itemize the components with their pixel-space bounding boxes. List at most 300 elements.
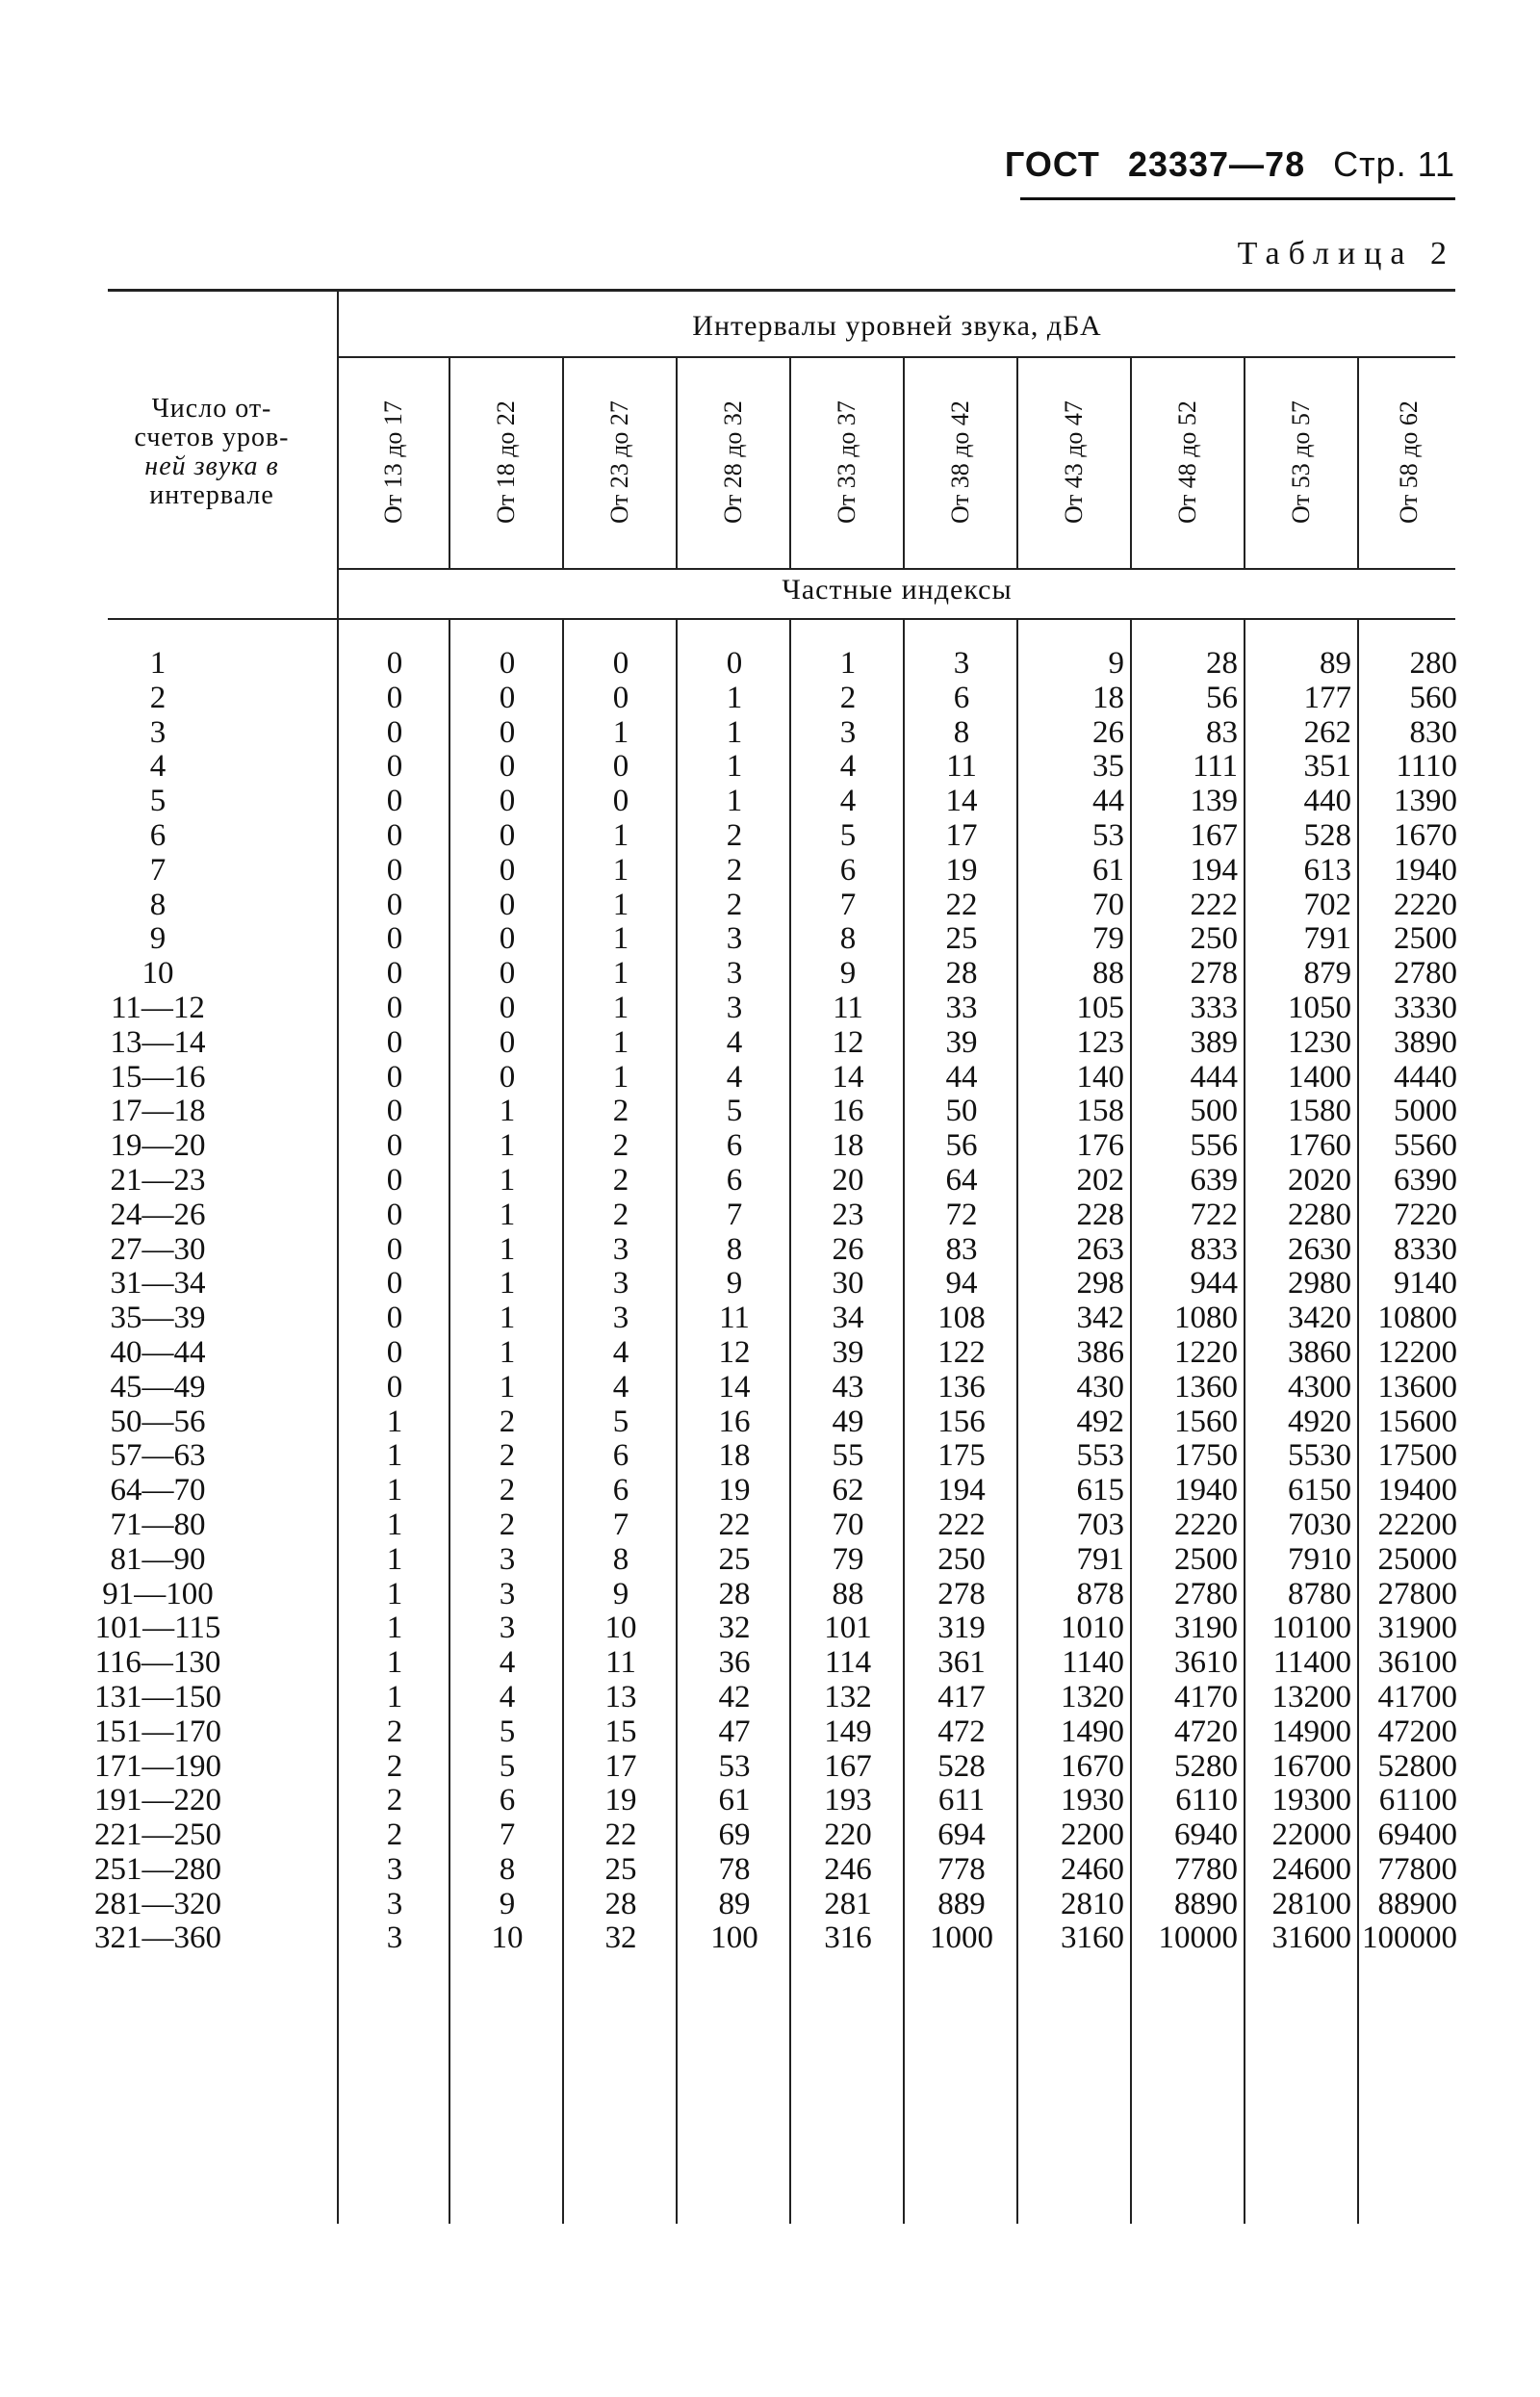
index-cell: 316 bbox=[824, 1921, 872, 1956]
index-cell: 2200 bbox=[1061, 1818, 1124, 1853]
index-cell: 0 bbox=[386, 1095, 403, 1129]
index-cell: 1080 bbox=[1174, 1302, 1238, 1336]
index-cell: 222 bbox=[1190, 888, 1238, 922]
index-cell: 3 bbox=[499, 1611, 516, 1646]
index-cell: 0 bbox=[386, 715, 403, 750]
index-cell: 0 bbox=[499, 785, 516, 819]
index-cell: 39 bbox=[832, 1335, 864, 1370]
index-cell: 3 bbox=[726, 991, 743, 1025]
index-cell: 833 bbox=[1190, 1232, 1238, 1267]
index-cell: 50 bbox=[945, 1095, 978, 1129]
index-cell: 32 bbox=[718, 1611, 751, 1646]
index-cell: 6 bbox=[726, 1129, 743, 1164]
index-cell: 34 bbox=[832, 1302, 864, 1336]
index-cell: 43 bbox=[832, 1370, 864, 1405]
table-row bbox=[0, 1611, 1465, 1646]
index-cell: 1 bbox=[499, 1302, 516, 1336]
index-cell: 2980 bbox=[1288, 1267, 1351, 1302]
index-cell: 88 bbox=[1092, 957, 1124, 992]
index-cell: 0 bbox=[499, 888, 516, 922]
column-header: От 18 до 22 bbox=[492, 400, 520, 524]
index-cell: 10800 bbox=[1377, 1302, 1457, 1336]
index-cell: 0 bbox=[386, 853, 403, 888]
table-row bbox=[0, 1474, 1465, 1508]
index-table bbox=[0, 647, 1465, 1956]
table-row bbox=[0, 1921, 1465, 1956]
index-cell: 47200 bbox=[1377, 1714, 1457, 1749]
index-cell: 0 bbox=[386, 1302, 403, 1336]
index-cell: 5 bbox=[839, 818, 857, 853]
index-cell: 17 bbox=[604, 1749, 637, 1784]
index-cell: 6 bbox=[612, 1474, 629, 1508]
index-cell: 49 bbox=[832, 1405, 864, 1439]
index-cell: 10 bbox=[604, 1611, 637, 1646]
index-cell: 35 bbox=[1092, 750, 1124, 785]
table-row bbox=[0, 889, 1465, 923]
index-cell: 64 bbox=[945, 1163, 978, 1198]
index-cell: 12200 bbox=[1377, 1335, 1457, 1370]
index-cell: 9 bbox=[499, 1887, 516, 1921]
column-header-rule bbox=[339, 568, 1455, 570]
index-cell: 3860 bbox=[1288, 1335, 1351, 1370]
index-cell: 0 bbox=[386, 991, 403, 1025]
index-cell: 472 bbox=[937, 1714, 986, 1749]
index-cell: 2500 bbox=[1174, 1542, 1238, 1577]
index-cell: 1 bbox=[726, 715, 743, 750]
index-cell: 5000 bbox=[1394, 1095, 1457, 1129]
index-cell: 361 bbox=[937, 1646, 986, 1681]
index-cell: 791 bbox=[1076, 1542, 1124, 1577]
index-cell: 19400 bbox=[1377, 1474, 1457, 1508]
index-cell: 8780 bbox=[1288, 1577, 1351, 1611]
index-cell: 44 bbox=[945, 1060, 978, 1095]
index-cell: 1940 bbox=[1174, 1474, 1238, 1508]
index-cell: 1 bbox=[499, 1095, 516, 1129]
index-cell: 36 bbox=[718, 1646, 751, 1681]
index-cell: 0 bbox=[386, 1198, 403, 1232]
row-header-line: интервале bbox=[149, 480, 274, 510]
index-cell: 6 bbox=[612, 1439, 629, 1474]
index-cell: 440 bbox=[1303, 785, 1351, 819]
index-cell: 639 bbox=[1190, 1163, 1238, 1198]
index-cell: 14 bbox=[718, 1370, 751, 1405]
index-cell: 11 bbox=[833, 991, 863, 1025]
index-cell: 611 bbox=[937, 1784, 986, 1818]
index-cell: 56 bbox=[1206, 681, 1238, 715]
table-row bbox=[0, 1853, 1465, 1888]
index-cell: 3190 bbox=[1174, 1611, 1238, 1646]
index-cell: 3 bbox=[726, 957, 743, 992]
index-cell: 386 bbox=[1076, 1335, 1124, 1370]
index-cell: 7910 bbox=[1288, 1542, 1351, 1577]
table-row bbox=[0, 1543, 1465, 1578]
row-header-line: Число от- bbox=[151, 394, 272, 424]
index-cell: 1 bbox=[612, 1025, 629, 1060]
index-cell: 15 bbox=[604, 1714, 637, 1749]
index-cell: 250 bbox=[1190, 922, 1238, 957]
table-row bbox=[0, 1129, 1465, 1164]
table-row bbox=[0, 1267, 1465, 1302]
index-cell: 281 bbox=[824, 1887, 872, 1921]
row-label-cell: 1 bbox=[149, 647, 167, 681]
index-cell: 220 bbox=[824, 1818, 872, 1853]
table-row bbox=[0, 1198, 1465, 1233]
index-cell: 2 bbox=[726, 853, 743, 888]
index-cell: 1 bbox=[612, 957, 629, 992]
index-cell: 0 bbox=[386, 681, 403, 715]
index-cell: 2020 bbox=[1288, 1163, 1351, 1198]
index-cell: 1000 bbox=[930, 1921, 993, 1956]
index-cell: 8 bbox=[839, 922, 857, 957]
table-top-rule bbox=[108, 289, 1455, 292]
index-cell: 3 bbox=[499, 1577, 516, 1611]
index-cell: 19 bbox=[945, 853, 978, 888]
row-label-cell: 31—34 bbox=[110, 1267, 206, 1302]
index-cell: 556 bbox=[1190, 1129, 1238, 1164]
index-cell: 3160 bbox=[1061, 1921, 1124, 1956]
index-cell: 1 bbox=[612, 922, 629, 957]
index-cell: 1760 bbox=[1288, 1129, 1351, 1164]
column-header: От 33 до 37 bbox=[833, 400, 860, 524]
index-cell: 6 bbox=[839, 853, 857, 888]
index-cell: 176 bbox=[1076, 1129, 1124, 1164]
row-label-cell: 191—220 bbox=[94, 1784, 221, 1818]
index-cell: 22 bbox=[604, 1818, 637, 1853]
index-cell: 5 bbox=[499, 1749, 516, 1784]
index-cell: 14 bbox=[945, 785, 978, 819]
index-cell: 0 bbox=[386, 1060, 403, 1095]
subheader-rule bbox=[108, 618, 1455, 620]
index-cell: 8 bbox=[499, 1852, 516, 1887]
index-cell: 13 bbox=[604, 1680, 637, 1714]
index-cell: 5 bbox=[726, 1095, 743, 1129]
row-label-cell: 9 bbox=[149, 922, 167, 957]
index-cell: 6110 bbox=[1175, 1784, 1238, 1818]
index-cell: 1940 bbox=[1394, 853, 1457, 888]
index-cell: 5 bbox=[612, 1405, 629, 1439]
index-cell: 528 bbox=[1303, 818, 1351, 853]
index-cell: 778 bbox=[937, 1852, 986, 1887]
table-row bbox=[0, 785, 1465, 819]
index-cell: 0 bbox=[499, 750, 516, 785]
index-cell: 444 bbox=[1190, 1060, 1238, 1095]
index-cell: 16 bbox=[832, 1095, 864, 1129]
index-cell: 879 bbox=[1303, 957, 1351, 992]
index-cell: 7 bbox=[499, 1818, 516, 1853]
index-cell: 1 bbox=[499, 1129, 516, 1164]
index-cell: 342 bbox=[1076, 1302, 1124, 1336]
index-cell: 19300 bbox=[1271, 1784, 1351, 1818]
index-cell: 4720 bbox=[1174, 1714, 1238, 1749]
index-cell: 78 bbox=[718, 1852, 751, 1887]
index-cell: 156 bbox=[937, 1405, 986, 1439]
index-cell: 1 bbox=[386, 1439, 403, 1474]
index-cell: 1320 bbox=[1061, 1680, 1124, 1714]
index-cell: 2 bbox=[612, 1129, 629, 1164]
index-cell: 23 bbox=[832, 1198, 864, 1232]
column-header: От 58 до 62 bbox=[1395, 400, 1423, 524]
column-divider bbox=[1357, 358, 1359, 570]
index-cell: 105 bbox=[1076, 991, 1124, 1025]
row-label-cell: 281—320 bbox=[94, 1887, 221, 1921]
header-rule bbox=[1020, 197, 1455, 200]
index-cell: 6150 bbox=[1288, 1474, 1351, 1508]
table-row bbox=[0, 1439, 1465, 1474]
index-cell: 2 bbox=[499, 1508, 516, 1542]
row-label-cell: 7 bbox=[149, 853, 167, 888]
index-cell: 1 bbox=[726, 785, 743, 819]
index-cell: 4 bbox=[612, 1370, 629, 1405]
index-cell: 41700 bbox=[1377, 1680, 1457, 1714]
table-row bbox=[0, 1818, 1465, 1853]
row-label-cell: 57—63 bbox=[110, 1439, 206, 1474]
index-cell: 0 bbox=[386, 1025, 403, 1060]
index-cell: 94 bbox=[945, 1267, 978, 1302]
index-cell: 7780 bbox=[1174, 1852, 1238, 1887]
index-cell: 139 bbox=[1190, 785, 1238, 819]
index-cell: 0 bbox=[386, 1370, 403, 1405]
index-cell: 1 bbox=[386, 1680, 403, 1714]
index-cell: 0 bbox=[386, 1232, 403, 1267]
index-cell: 9 bbox=[1108, 647, 1124, 681]
index-cell: 167 bbox=[1190, 818, 1238, 853]
group-header-rule bbox=[339, 356, 1455, 358]
index-cell: 0 bbox=[499, 715, 516, 750]
table-row bbox=[0, 1646, 1465, 1681]
index-cell: 83 bbox=[945, 1232, 978, 1267]
index-cell: 0 bbox=[612, 681, 629, 715]
index-cell: 0 bbox=[386, 888, 403, 922]
index-cell: 8 bbox=[612, 1542, 629, 1577]
page-header bbox=[988, 144, 1455, 185]
index-cell: 263 bbox=[1076, 1232, 1124, 1267]
index-cell: 17500 bbox=[1377, 1439, 1457, 1474]
index-cell: 16700 bbox=[1271, 1749, 1351, 1784]
index-cell: 3420 bbox=[1288, 1302, 1351, 1336]
index-cell: 2 bbox=[386, 1818, 403, 1853]
row-label-cell: 151—170 bbox=[94, 1714, 221, 1749]
index-cell: 79 bbox=[1092, 922, 1124, 957]
index-cell: 528 bbox=[937, 1749, 986, 1784]
index-cell: 56 bbox=[945, 1129, 978, 1164]
index-cell: 3 bbox=[953, 647, 970, 681]
index-cell: 132 bbox=[824, 1680, 872, 1714]
table-row bbox=[0, 922, 1465, 957]
row-label-cell: 321—360 bbox=[94, 1921, 221, 1956]
index-cell: 2630 bbox=[1288, 1232, 1351, 1267]
index-cell: 193 bbox=[824, 1784, 872, 1818]
index-cell: 1 bbox=[499, 1267, 516, 1302]
sub-header: Частные индексы bbox=[782, 574, 1013, 606]
index-cell: 0 bbox=[612, 785, 629, 819]
index-cell: 2780 bbox=[1394, 957, 1457, 992]
table-row bbox=[0, 1681, 1465, 1715]
index-cell: 12 bbox=[718, 1335, 751, 1370]
table-row bbox=[0, 1061, 1465, 1095]
index-cell: 492 bbox=[1076, 1405, 1124, 1439]
index-cell: 250 bbox=[937, 1542, 986, 1577]
index-cell: 0 bbox=[499, 1025, 516, 1060]
index-cell: 1 bbox=[839, 647, 857, 681]
standard-number: 23337—78 bbox=[1127, 144, 1306, 184]
index-cell: 0 bbox=[499, 957, 516, 992]
index-cell: 351 bbox=[1303, 750, 1351, 785]
index-cell: 9 bbox=[726, 1267, 743, 1302]
index-cell: 62 bbox=[832, 1474, 864, 1508]
index-cell: 0 bbox=[499, 818, 516, 853]
column-divider bbox=[449, 358, 450, 570]
index-cell: 6 bbox=[953, 681, 970, 715]
index-cell: 5530 bbox=[1288, 1439, 1351, 1474]
index-cell: 9 bbox=[612, 1577, 629, 1611]
index-cell: 2460 bbox=[1061, 1852, 1124, 1887]
index-cell: 8330 bbox=[1394, 1232, 1457, 1267]
index-cell: 4440 bbox=[1394, 1060, 1457, 1095]
row-label-cell: 81—90 bbox=[110, 1542, 206, 1577]
index-cell: 0 bbox=[612, 647, 629, 681]
index-cell: 7 bbox=[726, 1198, 743, 1232]
index-cell: 4 bbox=[839, 750, 857, 785]
index-cell: 114 bbox=[824, 1646, 872, 1681]
table-row bbox=[0, 992, 1465, 1026]
column-divider bbox=[1016, 358, 1018, 570]
index-cell: 1 bbox=[612, 853, 629, 888]
index-cell: 1750 bbox=[1174, 1439, 1238, 1474]
row-label-cell: 15—16 bbox=[110, 1060, 206, 1095]
index-cell: 18 bbox=[718, 1439, 751, 1474]
index-cell: 14900 bbox=[1271, 1714, 1351, 1749]
index-cell: 25 bbox=[718, 1542, 751, 1577]
index-cell: 1400 bbox=[1288, 1060, 1351, 1095]
index-cell: 615 bbox=[1076, 1474, 1124, 1508]
column-divider bbox=[676, 358, 678, 570]
index-cell: 25000 bbox=[1377, 1542, 1457, 1577]
index-cell: 2810 bbox=[1061, 1887, 1124, 1921]
index-cell: 55 bbox=[832, 1439, 864, 1474]
index-cell: 9 bbox=[839, 957, 857, 992]
index-cell: 61100 bbox=[1378, 1784, 1457, 1818]
index-cell: 0 bbox=[386, 1129, 403, 1164]
index-cell: 298 bbox=[1076, 1267, 1124, 1302]
table-row bbox=[0, 1715, 1465, 1750]
index-cell: 319 bbox=[937, 1611, 986, 1646]
index-cell: 1 bbox=[612, 818, 629, 853]
index-cell: 1580 bbox=[1288, 1095, 1351, 1129]
index-cell: 3330 bbox=[1394, 991, 1457, 1025]
index-cell: 3610 bbox=[1174, 1646, 1238, 1681]
index-cell: 8 bbox=[953, 715, 970, 750]
column-header: От 28 до 32 bbox=[719, 400, 747, 524]
index-cell: 11 bbox=[719, 1302, 750, 1336]
table-row bbox=[0, 1026, 1465, 1061]
row-label-cell: 131—150 bbox=[94, 1680, 221, 1714]
index-cell: 14 bbox=[832, 1060, 864, 1095]
index-cell: 101 bbox=[824, 1611, 872, 1646]
index-cell: 89 bbox=[718, 1887, 751, 1921]
index-cell: 22200 bbox=[1377, 1508, 1457, 1542]
index-cell: 52800 bbox=[1377, 1749, 1457, 1784]
index-cell: 389 bbox=[1190, 1025, 1238, 1060]
row-label-cell: 8 bbox=[149, 888, 167, 922]
index-cell: 0 bbox=[499, 853, 516, 888]
index-cell: 140 bbox=[1076, 1060, 1124, 1095]
index-cell: 4 bbox=[499, 1680, 516, 1714]
index-cell: 26 bbox=[832, 1232, 864, 1267]
table-row bbox=[0, 1095, 1465, 1129]
index-cell: 1 bbox=[612, 991, 629, 1025]
index-cell: 2 bbox=[612, 1163, 629, 1198]
index-cell: 1 bbox=[499, 1335, 516, 1370]
index-cell: 149 bbox=[824, 1714, 872, 1749]
index-cell: 79 bbox=[832, 1542, 864, 1577]
index-cell: 17 bbox=[945, 818, 978, 853]
row-label-cell: 3 bbox=[149, 715, 167, 750]
index-cell: 83 bbox=[1206, 715, 1238, 750]
index-cell: 194 bbox=[1190, 853, 1238, 888]
index-cell: 9140 bbox=[1394, 1267, 1457, 1302]
row-label-cell: 27—30 bbox=[110, 1232, 206, 1267]
index-cell: 2 bbox=[499, 1439, 516, 1474]
column-header: От 13 до 17 bbox=[379, 400, 407, 524]
index-cell: 3 bbox=[612, 1267, 629, 1302]
table-row bbox=[0, 1302, 1465, 1336]
index-cell: 2 bbox=[839, 681, 857, 715]
index-cell: 702 bbox=[1303, 888, 1351, 922]
index-cell: 70 bbox=[832, 1508, 864, 1542]
index-cell: 194 bbox=[937, 1474, 986, 1508]
index-cell: 47 bbox=[718, 1714, 751, 1749]
table-row bbox=[0, 1233, 1465, 1268]
index-cell: 26 bbox=[1092, 715, 1124, 750]
table-row bbox=[0, 1750, 1465, 1785]
index-cell: 0 bbox=[499, 647, 516, 681]
index-cell: 33 bbox=[945, 991, 978, 1025]
index-cell: 6 bbox=[726, 1163, 743, 1198]
table-body bbox=[0, 647, 1465, 1956]
row-label-cell: 64—70 bbox=[110, 1474, 206, 1508]
table-row bbox=[0, 1578, 1465, 1612]
index-cell: 8 bbox=[726, 1232, 743, 1267]
index-cell: 3 bbox=[612, 1302, 629, 1336]
index-cell: 2220 bbox=[1394, 888, 1457, 922]
index-cell: 1 bbox=[386, 1542, 403, 1577]
index-cell: 0 bbox=[386, 922, 403, 957]
index-cell: 1230 bbox=[1288, 1025, 1351, 1060]
index-cell: 0 bbox=[386, 957, 403, 992]
row-header-line: счетов уров- bbox=[134, 423, 290, 452]
index-cell: 24600 bbox=[1271, 1852, 1351, 1887]
index-cell: 830 bbox=[1409, 715, 1457, 750]
index-cell: 77800 bbox=[1377, 1852, 1457, 1887]
index-cell: 3 bbox=[386, 1852, 403, 1887]
index-cell: 333 bbox=[1190, 991, 1238, 1025]
row-label-cell: 116—130 bbox=[94, 1646, 221, 1681]
index-cell: 5280 bbox=[1174, 1749, 1238, 1784]
index-cell: 6 bbox=[499, 1784, 516, 1818]
standard-label: ГОСТ bbox=[1004, 144, 1100, 184]
table-row bbox=[0, 1371, 1465, 1405]
index-cell: 53 bbox=[718, 1749, 751, 1784]
index-cell: 722 bbox=[1190, 1198, 1238, 1232]
index-cell: 703 bbox=[1076, 1508, 1124, 1542]
row-label-cell: 251—280 bbox=[94, 1852, 221, 1887]
index-cell: 122 bbox=[937, 1335, 986, 1370]
index-cell: 19 bbox=[718, 1474, 751, 1508]
index-cell: 430 bbox=[1076, 1370, 1124, 1405]
table-row bbox=[0, 957, 1465, 992]
index-cell: 22000 bbox=[1271, 1818, 1351, 1853]
index-cell: 25 bbox=[945, 922, 978, 957]
